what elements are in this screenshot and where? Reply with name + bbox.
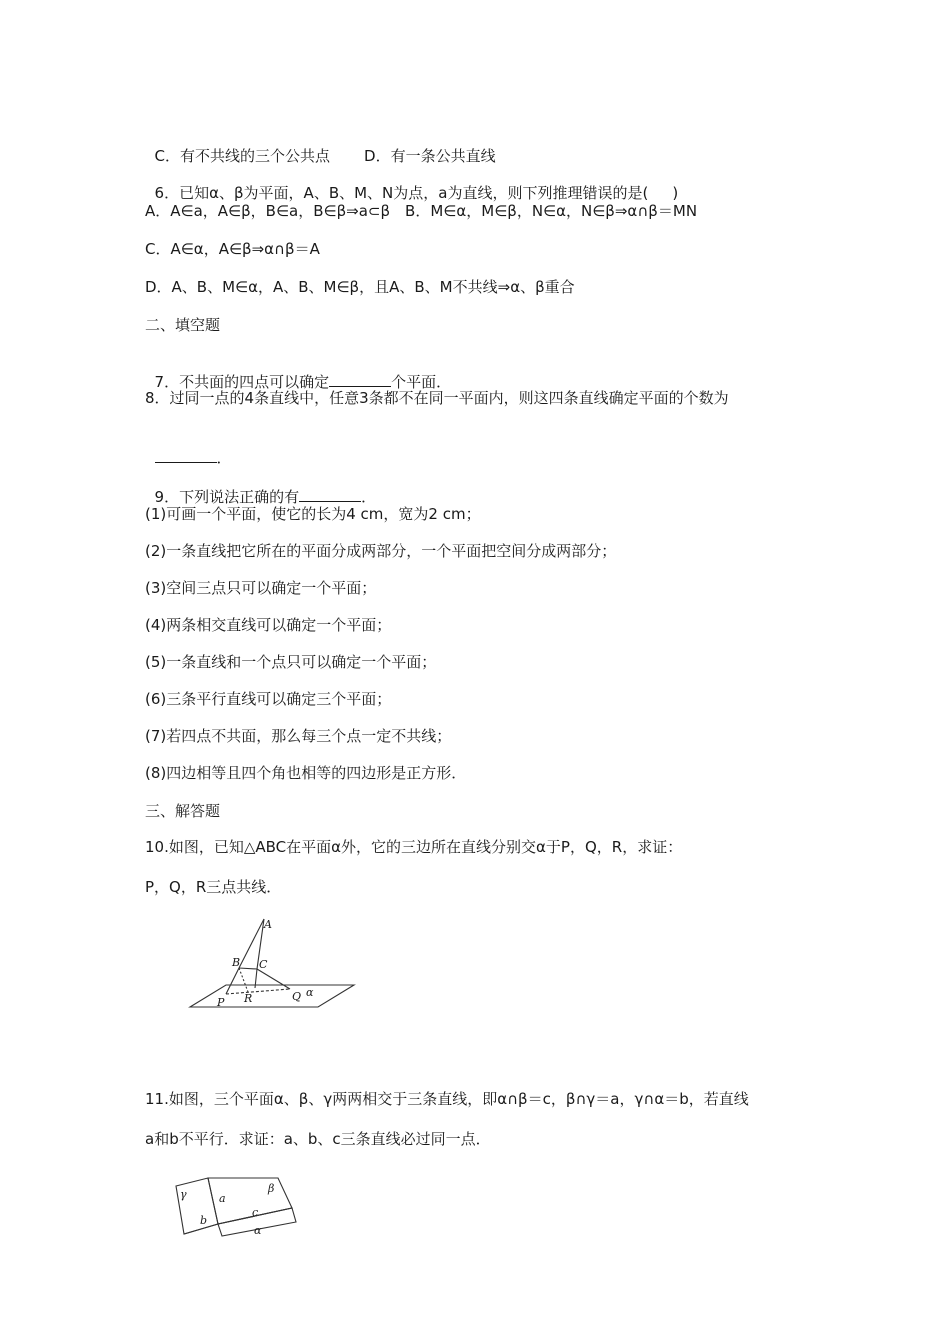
q10-label-r: R xyxy=(244,992,253,1005)
q10-label-b: B xyxy=(232,956,241,969)
q10-label-a: A xyxy=(264,918,272,931)
q6-stem-close: ) xyxy=(672,184,679,202)
q7-answer-blank[interactable] xyxy=(329,372,391,387)
q9-item: (8)四边相等且四个角也相等的四边形是正方形． xyxy=(145,764,467,782)
q11-text-line2: a和b不平行．求证：a、b、c三条直线必过同一点． xyxy=(145,1130,491,1148)
q9-answer-blank[interactable] xyxy=(299,487,361,502)
q7-text: 7．不共面的四点可以确定 xyxy=(154,373,330,391)
q11-label-gamma: γ xyxy=(180,1188,187,1201)
q11-label-a: a xyxy=(219,1192,226,1205)
q9 xyxy=(145,467,376,507)
q9-item: (5)一条直线和一个点只可以确定一个平面； xyxy=(145,653,437,671)
q11-label-c: c xyxy=(252,1206,259,1219)
q9-item: (1)可画一个平面，使它的长为4 cm，宽为2 cm； xyxy=(145,505,481,523)
section-heading-solve: 三、解答题 xyxy=(145,802,221,820)
q6-option-d: D．A、B、M∈α，A、B、M∈β，且A、B、M不共线⇒α、β重合 xyxy=(145,278,575,296)
q11-label-b: b xyxy=(200,1214,208,1227)
q11-text-line1: 11.如图，三个平面α、β、γ两两相交于三条直线，即α∩β＝c，β∩γ＝a，γ∩α＝b，若直线 xyxy=(145,1090,749,1108)
q10-figure xyxy=(188,916,358,1016)
q9-text-after: ． xyxy=(361,488,377,506)
q6-stem xyxy=(145,163,678,203)
q11-figure xyxy=(172,1172,302,1242)
q9-text: 9．下列说法正确的有 xyxy=(154,488,300,506)
q7 xyxy=(145,352,451,392)
q5-option-c: C．有不共线的三个公共点 xyxy=(154,147,331,165)
q7-text-after: 个平面． xyxy=(391,373,452,391)
q8-answer-line xyxy=(145,428,232,468)
q9-item: (3)空间三点只可以确定一个平面； xyxy=(145,579,377,597)
q9-item: (2)一条直线把它所在的平面分成两部分，一个平面把空间分成两部分； xyxy=(145,542,617,560)
q9-item: (4)两条相交直线可以确定一个平面； xyxy=(145,616,392,634)
section-heading-fill-in: 二、填空题 xyxy=(145,316,221,334)
q9-item: (7)若四点不共面，那么每三个点一定不共线； xyxy=(145,727,452,745)
q5-options-line xyxy=(145,126,496,166)
q6-option-ab: A．A∈a，A∈β，B∈a，B∈β⇒a⊂β B．M∈α，M∈β，N∈α，N∈β⇒α∩β＝MN xyxy=(145,202,698,220)
q10-text-line2: P，Q，R三点共线． xyxy=(145,878,282,896)
q10-text-line1: 10.如图，已知△ABC在平面α外，它的三边所在直线分别交α于P，Q，R，求证： xyxy=(145,838,683,856)
q10-label-p: P xyxy=(217,996,225,1009)
q6-stem-text: 6．已知α、β为平面，A、B、M、N为点，a为直线，则下列推理错误的是( xyxy=(154,184,649,202)
q8-text-after: ． xyxy=(216,449,232,467)
q11-label-alpha: α xyxy=(254,1224,262,1237)
q10-label-q: Q xyxy=(292,990,302,1003)
q8-answer-blank[interactable] xyxy=(155,448,217,463)
q10-label-c: C xyxy=(259,958,268,971)
q8-text: 8．过同一点的4条直线中，任意3条都不在同一平面内，则这四条直线确定平面的个数为 xyxy=(145,389,729,407)
q10-label-alpha: α xyxy=(306,986,314,999)
q5-option-d: D．有一条公共直线 xyxy=(364,147,496,165)
q11-label-beta: β xyxy=(268,1182,275,1195)
q6-option-c: C．A∈α，A∈β⇒α∩β＝A xyxy=(145,240,320,258)
q9-item: (6)三条平行直线可以确定三个平面； xyxy=(145,690,392,708)
